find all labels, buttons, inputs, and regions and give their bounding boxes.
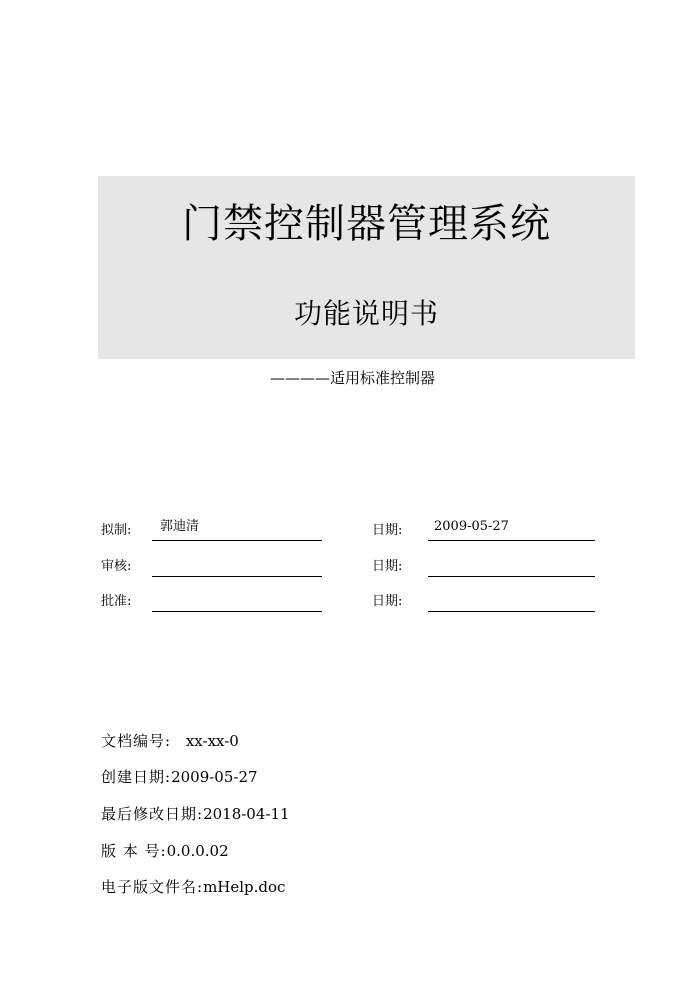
modified-date-row [101,804,290,824]
reviewed-label: 审核: [101,559,132,574]
approved-date-label: 日期: [372,594,403,609]
approved-line [152,593,322,612]
version-label: 版 本 号: [101,842,167,860]
created-date-row [101,767,258,787]
reviewed-line [152,558,322,577]
approved-date-line [428,593,595,612]
approved-label: 批准: [101,594,132,609]
filename-label: 电子版文件名: [101,878,204,896]
modified-date-label: 最后修改日期: [101,805,204,823]
drafted-date-label: 日期: [372,523,403,538]
document-subtitle: 功能说明书 [293,297,439,330]
drafted-label: 拟制: [101,523,132,538]
doc-number-label: 文档编号: [101,732,172,750]
applies-to-note: ————适用标准控制器 [270,369,436,387]
doc-number-row [101,731,239,751]
drafted-date-value: 2009-05-27 [434,519,509,534]
doc-number-value: xx-xx-0 [185,732,239,750]
created-date-label: 创建日期: [101,768,172,786]
created-date-value: 2009-05-27 [171,768,258,786]
drafted-value: 郭迪清 [160,519,200,534]
reviewed-date-label: 日期: [372,559,403,574]
filename-value: mHelp.doc [203,878,286,896]
filename-row [101,877,285,897]
cover-title-block [98,176,635,359]
modified-date-value: 2018-04-11 [203,805,290,823]
reviewed-date-line [428,558,595,577]
version-value: 0.0.0.02 [166,842,229,860]
document-title: 门禁控制器管理系统 [182,201,551,247]
version-row [101,841,229,861]
